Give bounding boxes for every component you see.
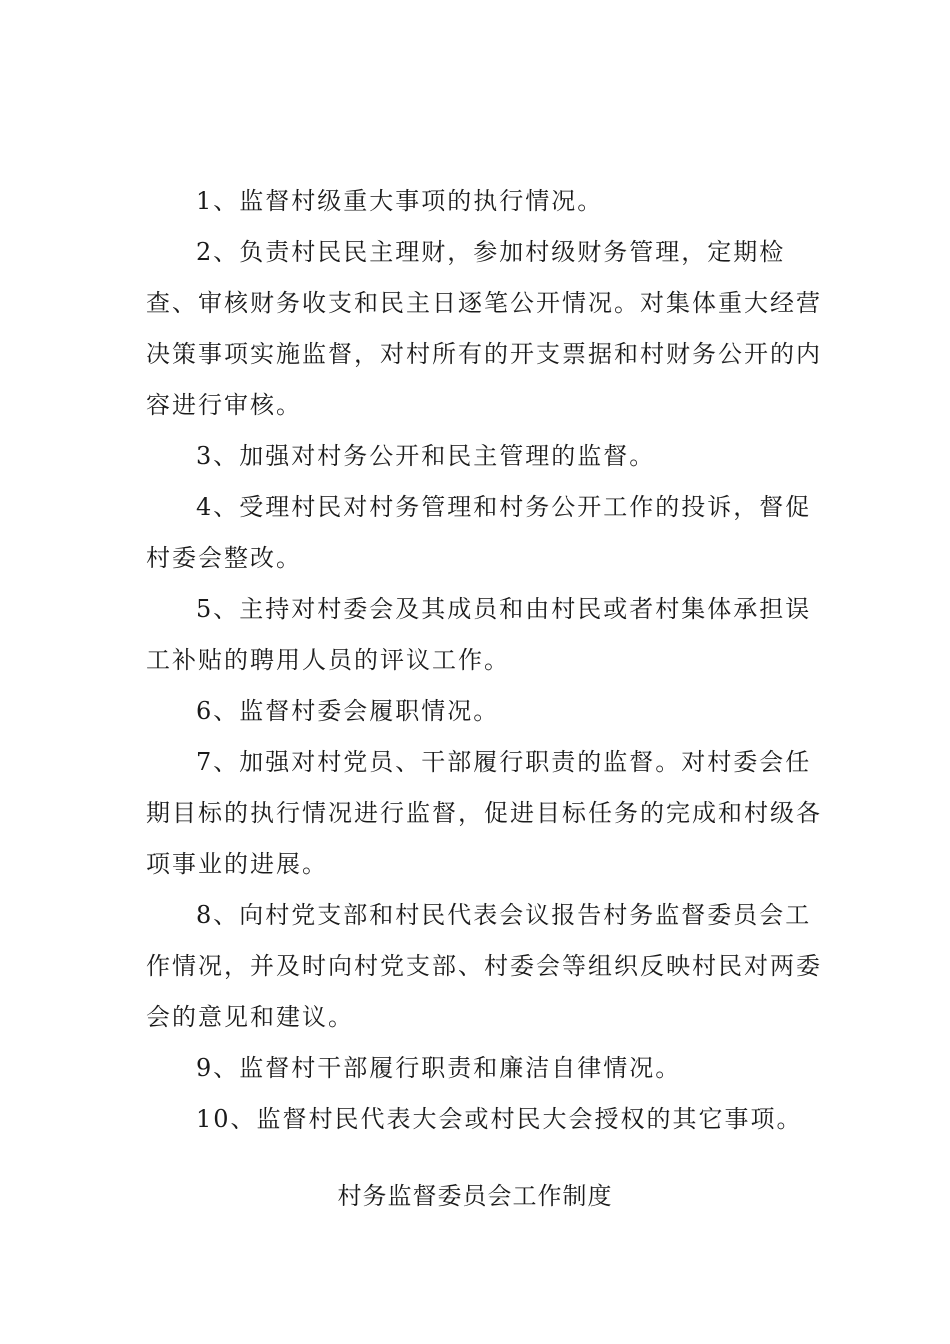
duty-item-2: 2、负责村民民主理财，参加村级财务管理，定期检查、审核财务收支和民主日逐笔公开情况。对集体重大经营决策事项实施监督，对村所有的开支票据和村财务公开的内容进行审核。 [146, 238, 822, 419]
duty-item-4: 4、受理村民对村务管理和村务公开工作的投诉，督促村委会整改。 [146, 493, 812, 572]
duty-item-3: 3、加强对村务公开和民主管理的监督。 [196, 442, 656, 470]
duty-item-1: 1、监督村级重大事项的执行情况。 [196, 187, 604, 215]
duty-item-5: 5、主持对村委会及其成员和由村民或者村集体承担误工补贴的聘用人员的评议工作。 [146, 595, 812, 674]
duty-item-6: 6、监督村委会履职情况。 [196, 697, 500, 725]
duty-item-9: 9、监督村干部履行职责和廉洁自律情况。 [196, 1054, 682, 1082]
duties-list [146, 176, 826, 1145]
duty-item-7: 7、加强对村党员、干部履行职责的监督。对村委会任期目标的执行情况进行监督，促进目标任务的完成和村级各项事业的进展。 [146, 748, 822, 878]
duty-item-8: 8、向村党支部和村民代表会议报告村务监督委员会工作情况，并及时向村党支部、村委会等组织反映村民对两委会的意见和建议。 [146, 901, 822, 1031]
section-title: 村务监督委员会工作制度 [337, 1182, 613, 1210]
duty-item-10: 10、监督村民代表大会或村民大会授权的其它事项。 [196, 1105, 803, 1133]
